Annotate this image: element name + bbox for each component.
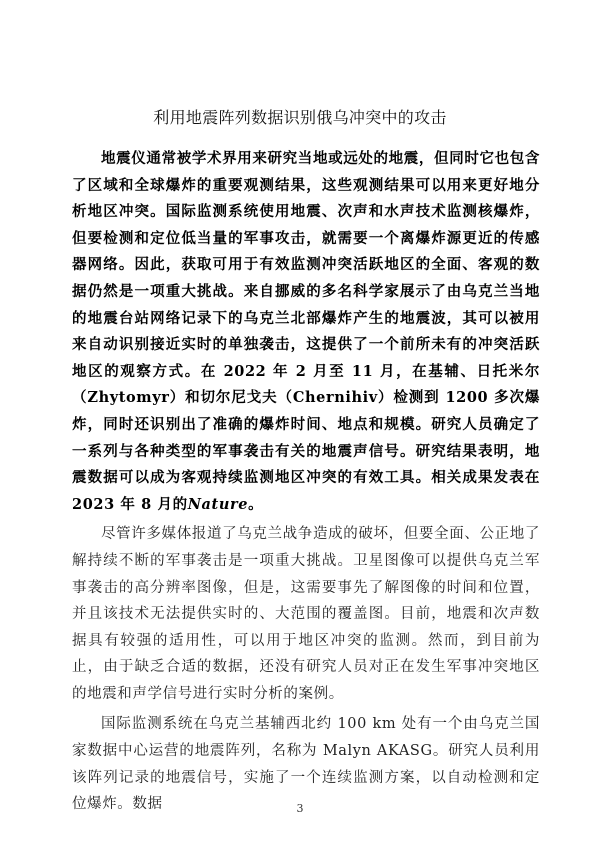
body-paragraph-1: 尽管许多媒体报道了乌克兰战争造成的破坏，但要全面、公正地了解持续不断的军事袭击是一项重大挑战。卫星图像可以提供乌克兰军事袭击的高分辨率图像，但是，这需要事先了解图像的时间和位置，并且该技术无法提供实时的、大范围的覆盖图。目前，地震和次声数据具有较强的适用性，可以用于地区冲突的监测。然而，到目前为止，由于缺乏合适的数据，还没有研究人员对正在发生军事冲突地区的地震和声学信号进行实时分析的案例。 (72, 526, 540, 702)
journal-name: Nature (187, 495, 249, 513)
abstract-paragraph (72, 146, 540, 518)
abstract-text: 地震仪通常被学术界用来研究当地或远处的地震，但同时它也包含了区域和全球爆炸的重要观测结果，这些观测结果可以用来更好地分析地区冲突。国际监测系统使用地震、次声和水声技术监测核爆炸，但要检测和定位低当量的军事攻击，就需要一个离爆炸源更近的传感器网络。因此，获取可用于有效监测冲突活跃地区的全面、客观的数据仍然是一项重大挑战。来自挪威的多名科学家展示了由乌克兰当地的地震台站网络记录下的乌克兰北部爆炸产生的地震波，其可以被用来自动识别接近实时的单独袭击，这提供了一个前所未有的冲突活跃地区的观察方式。在 2022 年 2 月至 11 月，在基辅、日托米尔（Zhytomyr）和切尔尼戈夫（Chernihiv）检测到 1200 多次爆炸，同时还识别出了准确的爆炸时间、地点和规模。研究人员确定了一系列与各种类型的军事袭击有关的地震声信号。研究结果表明，地震数据可以成为客观持续监测地区冲突的有效工具。相关成果发表在 2023 年 8 月的 (72, 150, 540, 513)
document-title: 利用地震阵列数据识别俄乌冲突中的攻击 (153, 108, 447, 127)
abstract-ending: 。 (248, 495, 264, 513)
page-number: 3 (296, 802, 304, 815)
body-paragraph-2: 国际监测系统在乌克兰基辅西北约 100 km 处有一个由乌克兰国家数据中心运营的地震阵列，名称为 Malyn AKASG。研究人员利用该阵列记录的地震信号，实施了一个连续监测方案，以自动检测和定位爆炸。数据 (72, 716, 540, 813)
document-body (72, 146, 540, 822)
